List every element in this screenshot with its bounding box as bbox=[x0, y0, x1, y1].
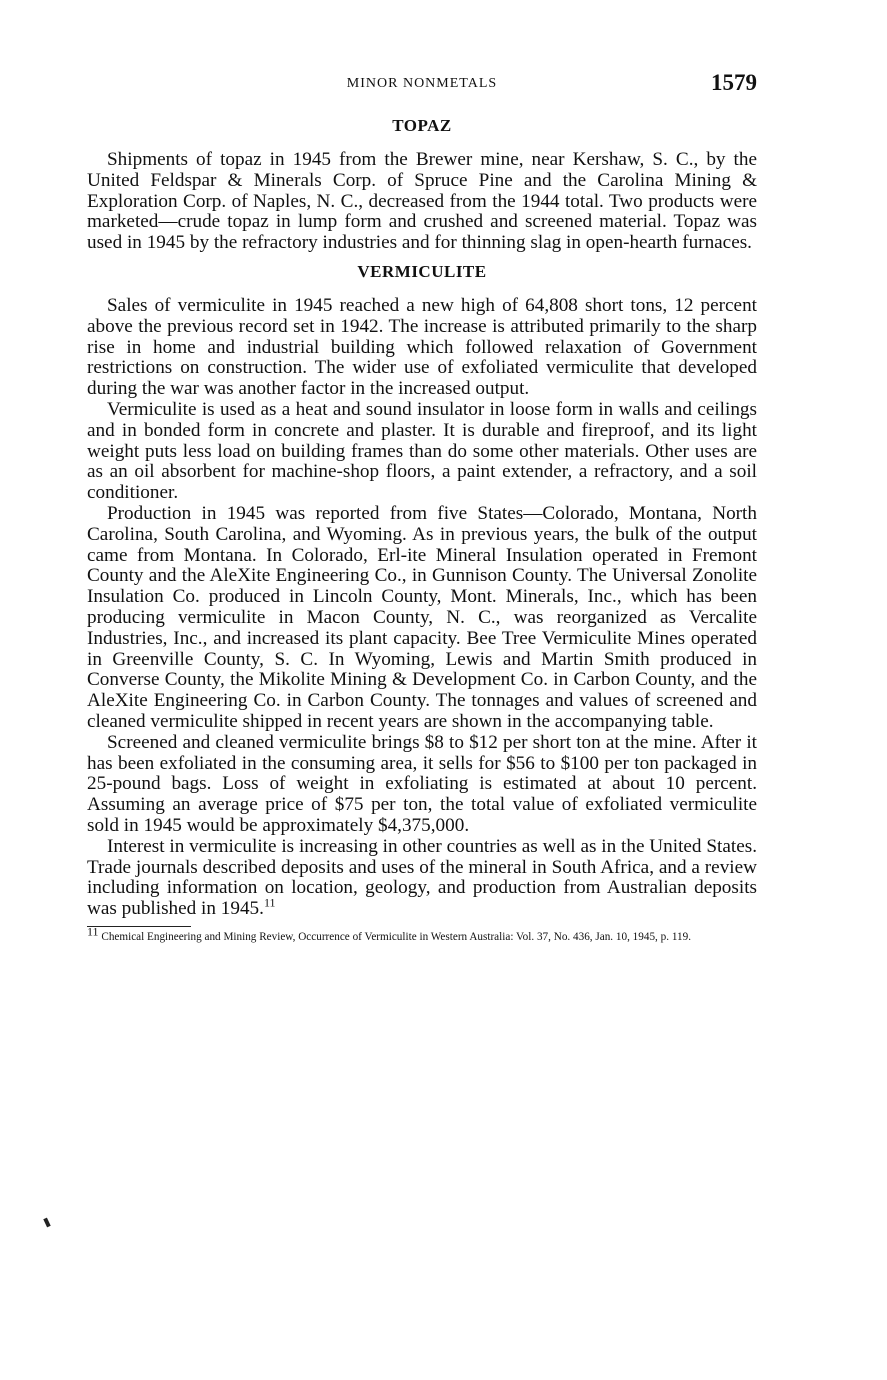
footnote-text: Chemical Engineering and Mining Review, Occurrence of Vermiculite in Western Australia: Vol. 37, No. 436, Jan. 10, 1945, p. 119. bbox=[101, 930, 691, 943]
footnote bbox=[87, 924, 757, 944]
running-header bbox=[87, 70, 757, 104]
document-page bbox=[87, 70, 757, 944]
footnote-reference[interactable]: 11 bbox=[263, 895, 276, 910]
scan-speck bbox=[43, 1218, 50, 1228]
footnote-divider bbox=[87, 926, 191, 927]
vermiculite-paragraph-5-text: Interest in vermiculite is increasing in other countries as well as in the United States. Trade journals described deposits and uses of the mineral in South Africa, and a review including information on location, geology, and production from Australian deposits was published in 1945. bbox=[87, 835, 757, 920]
vermiculite-paragraph-5 bbox=[87, 837, 757, 920]
vermiculite-paragraph-4: Screened and cleaned vermiculite brings $8 to $12 per short ton at the mine. After it has been exfoliated in the consuming area, it sells for $56 to $100 per ton packaged in 25-pound bags. Loss of weight in exfoliating is estimated at about 10 percent. Assuming an average price of $75 per ton, the total value of exfoliated vermiculite sold in 1945 would be approximately $4,375,000. bbox=[87, 731, 757, 836]
vermiculite-paragraph-1: Sales of vermiculite in 1945 reached a new high of 64,808 short tons, 12 percent above the previous record set in 1942. The increase is attributed primarily to the sharp rise in home and industrial building which followed relaxation of Government restrictions on construction. The wider use of exfoliated vermiculite that developed during the war was another factor in the increased output. bbox=[87, 294, 757, 400]
vermiculite-heading: VERMICULITE bbox=[357, 261, 487, 281]
vermiculite-paragraph-3: Production in 1945 was reported from five States—Colorado, Montana, North Carolina, South Carolina, and Wyoming. As in previous years, the bulk of the output came from Montana. In Colorado, Erl-ite Mineral Insulation operated in Fremont County and the AleXite Engineering Co., in Gunnison County. The Universal Zonolite Insulation Co. produced in Lincoln County, Mont. Minerals, Inc., which has been producing vermiculite in Macon County, N. C., was reorganized as Vercalite Industries, Inc., and increased its plant capacity. Bee Tree Vermiculite Mines operated in Greenville County, S. C. In Wyoming, Lewis and Martin Smith produced in Converse County, the Mikolite Mining & Development Co. in Carbon County, and the AleXite Engineering Co. in Carbon County. The tonnages and values of screened and cleaned vermiculite shipped in recent years are shown in the accompanying table. bbox=[87, 502, 757, 732]
topaz-paragraph: Shipments of topaz in 1945 from the Brewer mine, near Kershaw, S. C., by the United Feldspar & Minerals Corp. of Spruce Pine and the Carolina Mining & Exploration Corp. of Naples, N. C., decreased from the 1944 total. Two products were marketed—crude topaz in lump form and crushed and screened material. Topaz was used in 1945 by the refractory industries and for thinning slag in open-hearth furnaces. bbox=[87, 149, 757, 254]
page-number: 1579 bbox=[711, 70, 757, 95]
vermiculite-paragraph-2: Vermiculite is used as a heat and sound insulator in loose form in walls and ceilings and in bonded form in concrete and plaster. It is durable and fireproof, and its light weight puts less load on building frames than do some other materials. Other uses are as an oil absorbent for machine-shop floors, a paint extender, a refractory, and a soil conditioner. bbox=[87, 398, 757, 504]
running-title: MINOR NONMETALS bbox=[346, 76, 498, 91]
footnote-number: 11 bbox=[87, 924, 99, 939]
topaz-heading: TOPAZ bbox=[392, 116, 452, 135]
